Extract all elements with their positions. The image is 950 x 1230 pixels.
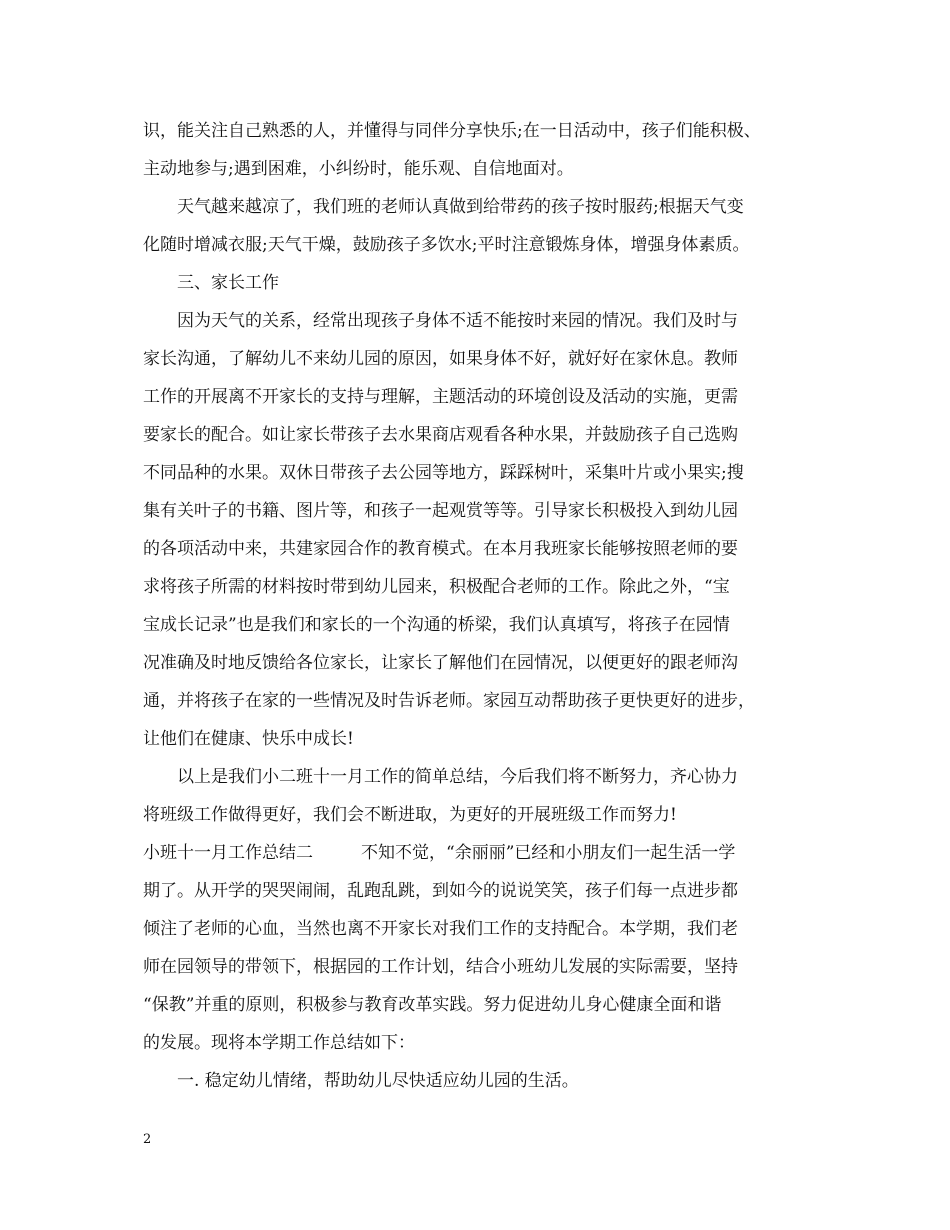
- text-line: 的各项活动中来，共建家园合作的教育模式。在本月我班家长能够按照老师的要: [143, 539, 738, 559]
- section-title: 小班十一月工作总结二: [143, 843, 313, 863]
- text-line: 识，能关注自己熟悉的人，并懂得与同伴分享快乐;在一日活动中，孩子们能积极、: [143, 121, 761, 141]
- text-line: 集有关叶子的书籍、图片等，和孩子一起观赏等等。引导家长积极投入到幼儿园: [143, 501, 738, 521]
- text-line: 以上是我们小二班十一月工作的简单总结，今后我们将不断努力，齐心协力: [177, 767, 738, 787]
- text-line: 因为天气的关系，经常出现孩子身体不适不能按时来园的情况。我们及时与: [177, 311, 738, 331]
- text-line: 三、家长工作: [177, 273, 279, 293]
- text-line: “保教”并重的原则，积极参与教育改革实践。努力促进幼儿身心健康全面和谐: [143, 995, 722, 1015]
- document-body: [143, 112, 823, 1100]
- text-line: 况准确及时地反馈给各位家长，让家长了解他们在园情况，以便更好的跟老师沟: [143, 653, 738, 673]
- text-line: 通，并将孩子在家的一些情况及时告诉老师。家园互动帮助孩子更快更好的进步，: [143, 691, 755, 711]
- text-line: 求将孩子所需的材料按时带到幼儿园来，积极配合老师的工作。除此之外，“宝: [143, 577, 730, 597]
- text-line: 师在园领导的带领下，根据园的工作计划，结合小班幼儿发展的实际需要，坚持: [143, 957, 738, 977]
- text-line: 让他们在健康、快乐中成长!: [143, 729, 354, 749]
- text-block-before: [143, 112, 823, 834]
- text-block-after: [143, 872, 823, 1100]
- text-line: 一. 稳定幼儿情绪，帮助幼儿尽快适应幼儿园的生活。: [177, 1071, 579, 1091]
- text-line: 将班级工作做得更好，我们会不断进取，为更好的开展班级工作而努力!: [143, 805, 677, 825]
- text-line: 宝成长记录”也是我们和家长的一个沟通的桥梁，我们认真填写，将孩子在园情: [143, 615, 730, 635]
- text-line: 天气越来越凉了，我们班的老师认真做到给带药的孩子按时服药;根据天气变: [177, 197, 744, 217]
- page-number: 2: [143, 1132, 152, 1147]
- text-line: 要家长的配合。如让家长带孩子去水果商店观看各种水果，并鼓励孩子自己选购: [143, 425, 738, 445]
- text-line: 主动地参与;遇到困难，小纠纷时，能乐观、自信地面对。: [143, 159, 574, 179]
- section-first-line: 不知不觉，“余丽丽”已经和小朋友们一起生活一学: [361, 843, 736, 863]
- text-line: 不同品种的水果。双休日带孩子去公园等地方，踩踩树叶，采集叶片或小果实;搜: [143, 463, 744, 483]
- text-line: 化随时增减衣服;天气干燥，鼓励孩子多饮水;平时注意锻炼身体，增强身体素质。: [143, 235, 750, 255]
- text-line: 工作的开展离不开家长的支持与理解，主题活动的环境创设及活动的实施，更需: [143, 387, 738, 407]
- text-line: 家长沟通，了解幼儿不来幼儿园的原因，如果身体不好，就好好在家休息。教师: [143, 349, 738, 369]
- text-line: 期了。从开学的哭哭闹闹，乱跑乱跳，到如今的说说笑笑，孩子们每一点进步都: [143, 881, 738, 901]
- text-line: 倾注了老师的心血，当然也离不开家长对我们工作的支持配合。本学期，我们老: [143, 919, 738, 939]
- section-heading-line: [143, 834, 823, 872]
- text-line: 的发展。现将本学期工作总结如下：: [143, 1033, 415, 1053]
